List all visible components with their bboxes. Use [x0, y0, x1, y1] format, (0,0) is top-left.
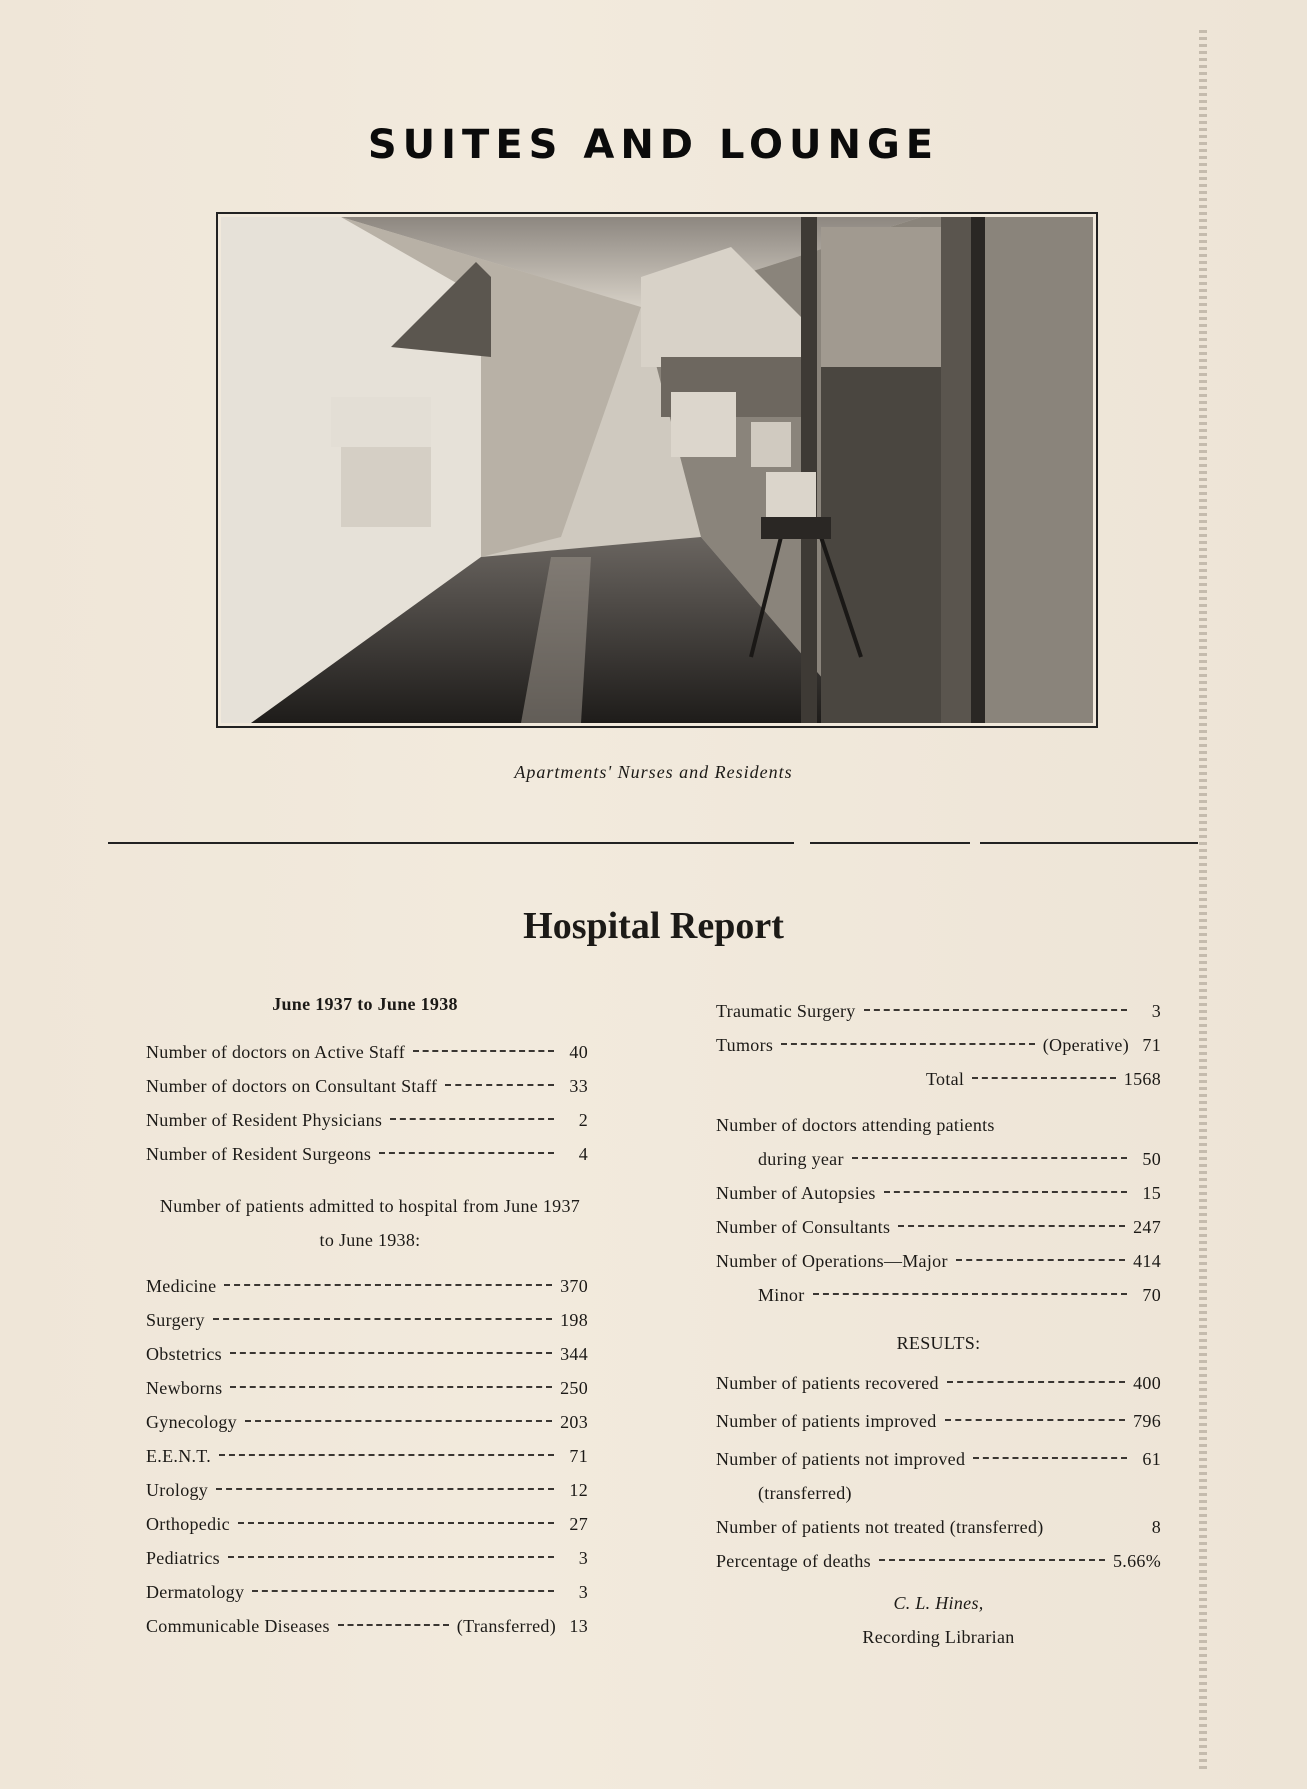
list-item: Medicine 370 — [146, 1276, 588, 1296]
list-item: Dermatology 3 — [146, 1582, 588, 1602]
list-item: Number of patients not improved 61 — [716, 1449, 1161, 1469]
list-item: Communicable Diseases (Transferred) 13 — [146, 1616, 588, 1636]
report-title: Hospital Report — [523, 905, 784, 947]
list-item: Number of Operations—Major 414 — [716, 1251, 1161, 1271]
list-item: Minor 70 — [758, 1285, 1161, 1305]
list-item: Surgery 198 — [146, 1310, 588, 1330]
report-period: June 1937 to June 1938 — [272, 994, 458, 1014]
list-item: Urology 12 — [146, 1480, 588, 1500]
staff-list — [100, 1035, 640, 1171]
divider-rule — [980, 842, 1198, 844]
page-edge — [1199, 30, 1207, 1770]
page-heading: SUITES AND LOUNGE — [367, 122, 940, 168]
divider-rule — [810, 842, 970, 844]
report-right-column — [716, 994, 1161, 1654]
report-left-column — [100, 994, 640, 1643]
department-list — [100, 1269, 640, 1643]
list-item: Number of patients not treated (transferred) 8 — [716, 1517, 1161, 1537]
list-item: Number of patients improved 796 — [716, 1411, 1161, 1431]
list-item: Traumatic Surgery 3 — [716, 1001, 1161, 1021]
signature-name: C. L. Hines, — [893, 1593, 984, 1613]
results-heading: RESULTS: — [896, 1333, 981, 1353]
list-item: Number of Autopsies 15 — [716, 1183, 1161, 1203]
list-item: Number of Resident Surgeons 4 — [146, 1144, 588, 1164]
photo-caption: Apartments' Nurses and Residents — [514, 762, 793, 782]
list-item: E.E.N.T. 71 — [146, 1446, 588, 1466]
divider-rule — [108, 842, 794, 844]
signature-title: Recording Librarian — [862, 1627, 1015, 1647]
attending-label: Number of doctors attending patients — [716, 1115, 995, 1135]
list-item: Percentage of deaths 5.66% — [716, 1551, 1161, 1571]
list-item: Obstetrics 344 — [146, 1344, 588, 1364]
admitted-intro: Number of patients admitted to hospital from June 1937 to June 1938: — [159, 1196, 581, 1250]
list-item: Orthopedic 27 — [146, 1514, 588, 1534]
list-item: Number of patients recovered 400 — [716, 1373, 1161, 1393]
list-item: Tumors (Operative) 71 — [716, 1035, 1161, 1055]
list-item: Number of Consultants 247 — [716, 1217, 1161, 1237]
list-item: Number of doctors on Active Staff 40 — [146, 1042, 588, 1062]
list-item: Number of doctors on Consultant Staff 33 — [146, 1076, 588, 1096]
list-item: Number of Resident Physicians 2 — [146, 1110, 588, 1130]
signature — [716, 1586, 1161, 1654]
list-item: during year 50 — [758, 1149, 1161, 1169]
total-row: Total 1568 — [926, 1069, 1161, 1089]
list-item: Newborns 250 — [146, 1378, 588, 1398]
corridor-photo — [221, 217, 1093, 723]
list-item: Gynecology 203 — [146, 1412, 588, 1432]
photo-frame — [216, 212, 1098, 728]
list-item: Pediatrics 3 — [146, 1548, 588, 1568]
transferred-note: (transferred) — [758, 1483, 852, 1503]
